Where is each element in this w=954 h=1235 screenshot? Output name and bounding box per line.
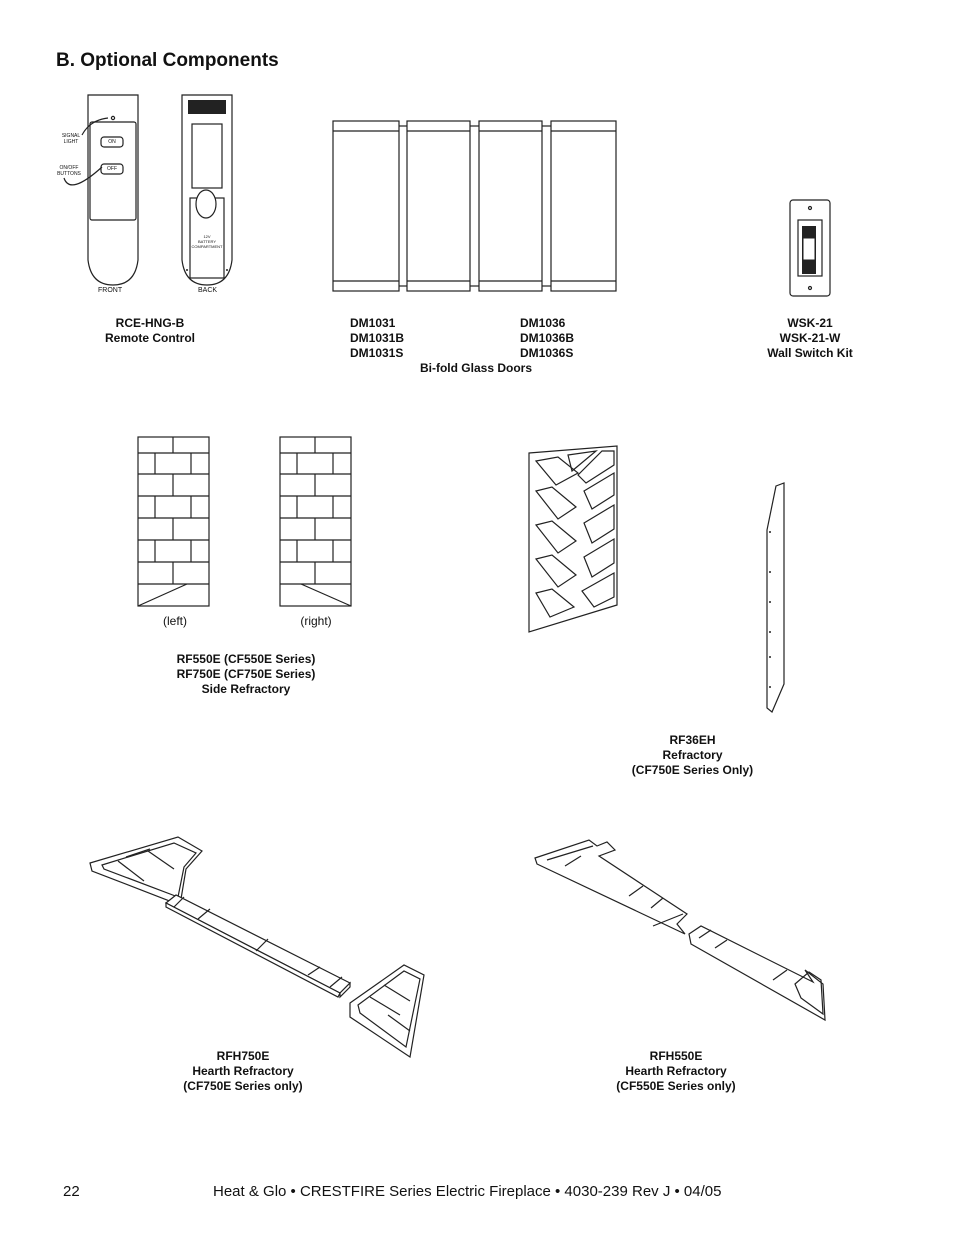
on-button: ON <box>108 139 116 145</box>
page-title: B. Optional Components <box>56 50 279 71</box>
left-label: (left) <box>163 614 187 628</box>
rfh550e-caption: RFH550E Hearth Refractory (CF550E Series only) <box>616 1049 736 1093</box>
side-refractory-left-illustration <box>137 436 211 608</box>
back-label: BACK <box>198 287 218 294</box>
doors-col2: DM1036 DM1036B DM1036S <box>520 316 575 360</box>
doors-desc: Bi-fold Glass Doors <box>419 361 532 375</box>
rf36eh-refractory-illustration <box>762 482 792 714</box>
remote-caption: RCE-HNG-B Remote Control <box>105 316 195 345</box>
right-label: (right) <box>300 614 332 628</box>
battery-compartment-label: 12V BATTERY COMPARTMENT <box>191 234 223 249</box>
page-number: 22 <box>63 1183 80 1200</box>
rf36eh-caption: RF36EH Refractory (CF750E Series Only) <box>631 733 754 777</box>
herringbone-refractory-illustration <box>528 445 620 635</box>
side-refractory-caption: RF550E (CF550E Series) RF750E (CF750E Series) Side Refractory <box>176 652 316 696</box>
wall-switch-illustration <box>785 198 835 298</box>
onoff-buttons-label: ON/OFF BUTTONS <box>57 165 81 177</box>
switch-caption: WSK-21 WSK-21-W Wall Switch Kit <box>767 316 853 360</box>
footer-text: Heat & Glo • CRESTFIRE Series Electric Fireplace • 4030-239 Rev J • 04/05 <box>213 1183 722 1200</box>
rfh550e-hearth-refractory-illustration <box>533 834 833 1029</box>
front-label: FRONT <box>98 287 123 294</box>
signal-light-label: SIGNAL LIGHT <box>61 133 81 145</box>
rfh750e-caption: RFH750E Hearth Refractory (CF750E Series only) <box>183 1049 303 1093</box>
rfh750e-hearth-refractory-illustration <box>88 835 433 1060</box>
bifold-doors-illustration <box>330 118 620 293</box>
doors-col1: DM1031 DM1031B DM1031S <box>350 316 405 360</box>
off-button: OFF <box>107 166 117 172</box>
side-refractory-right-illustration <box>279 436 353 608</box>
remote-control-illustration <box>50 90 250 300</box>
